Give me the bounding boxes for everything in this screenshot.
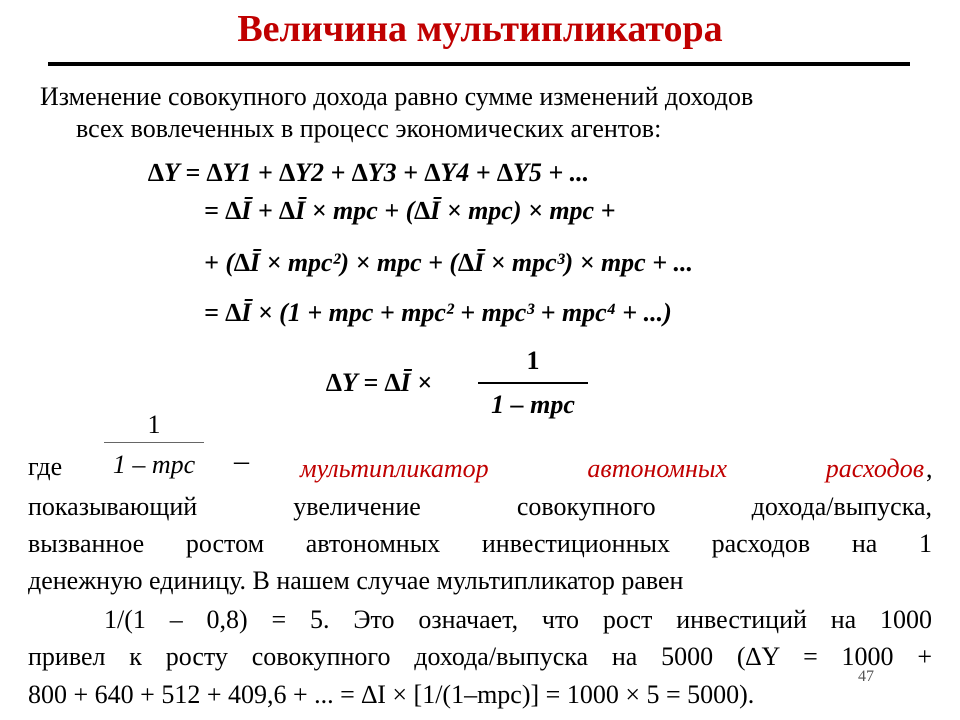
intro-line-1: Изменение совокупного дохода равно сумме изменений доходов	[40, 82, 754, 111]
definition-dash: –	[234, 444, 249, 477]
definition-comma: ,	[926, 454, 933, 483]
page-number: 47	[858, 668, 874, 685]
title-divider	[48, 62, 910, 66]
slide-title: Величина мультипликатора	[237, 8, 723, 50]
definition-fraction-numerator: 1	[147, 410, 161, 439]
definition-line-4: денежную единицу. В нашем случае мультипликатор равен	[28, 566, 684, 595]
formula-expansion-1: = ∆Ī + ∆Ī × mpc + (∆Ī × mpc) × mpc +	[204, 196, 616, 225]
definition-line-6: привел к росту совокупного дохода/выпуска на 5000 (∆Y = 1000 +	[28, 642, 932, 671]
main-formula-denominator: 1 – mpc	[491, 390, 575, 419]
formula-geometric-series: = ∆Ī × (1 + mpc + mpc² + mpc³ + mpc⁴ + ...)	[204, 298, 672, 327]
definition-where: где	[28, 452, 63, 481]
definition-fraction-bar	[104, 442, 204, 443]
intro-line-2: всех вовлеченных в процесс экономических агентов:	[76, 114, 662, 143]
main-formula-fraction-bar	[478, 382, 588, 384]
definition-line-5: 1/(1 – 0,8) = 5. Это означает, что рост инвестиций на 1000	[104, 605, 932, 634]
multiplier-term: мультипликатор автономных расходов	[300, 454, 924, 483]
definition-fraction-denominator: 1 – mpc	[112, 450, 196, 479]
definition-line-7: 800 + 640 + 512 + 409,6 + ... = ∆I × [1/(1–mpc)] = 1000 × 5 = 5000).	[28, 680, 755, 709]
definition-line-3: вызванное ростом автономных инвестиционных расходов на 1	[28, 529, 932, 558]
main-formula-numerator: 1	[526, 346, 540, 375]
formula-sum-of-increments: ∆Y = ∆Y1 + ∆Y2 + ∆Y3 + ∆Y4 + ∆Y5 + ...	[148, 158, 590, 187]
main-formula-lhs: ∆Y = ∆Ī ×	[326, 368, 432, 397]
formula-expansion-2: + (∆Ī × mpc²) × mpc + (∆Ī × mpc³) × mpc + ...	[204, 248, 694, 277]
definition-line-2: показывающий увеличение совокупного дохода/выпуска,	[28, 492, 932, 521]
